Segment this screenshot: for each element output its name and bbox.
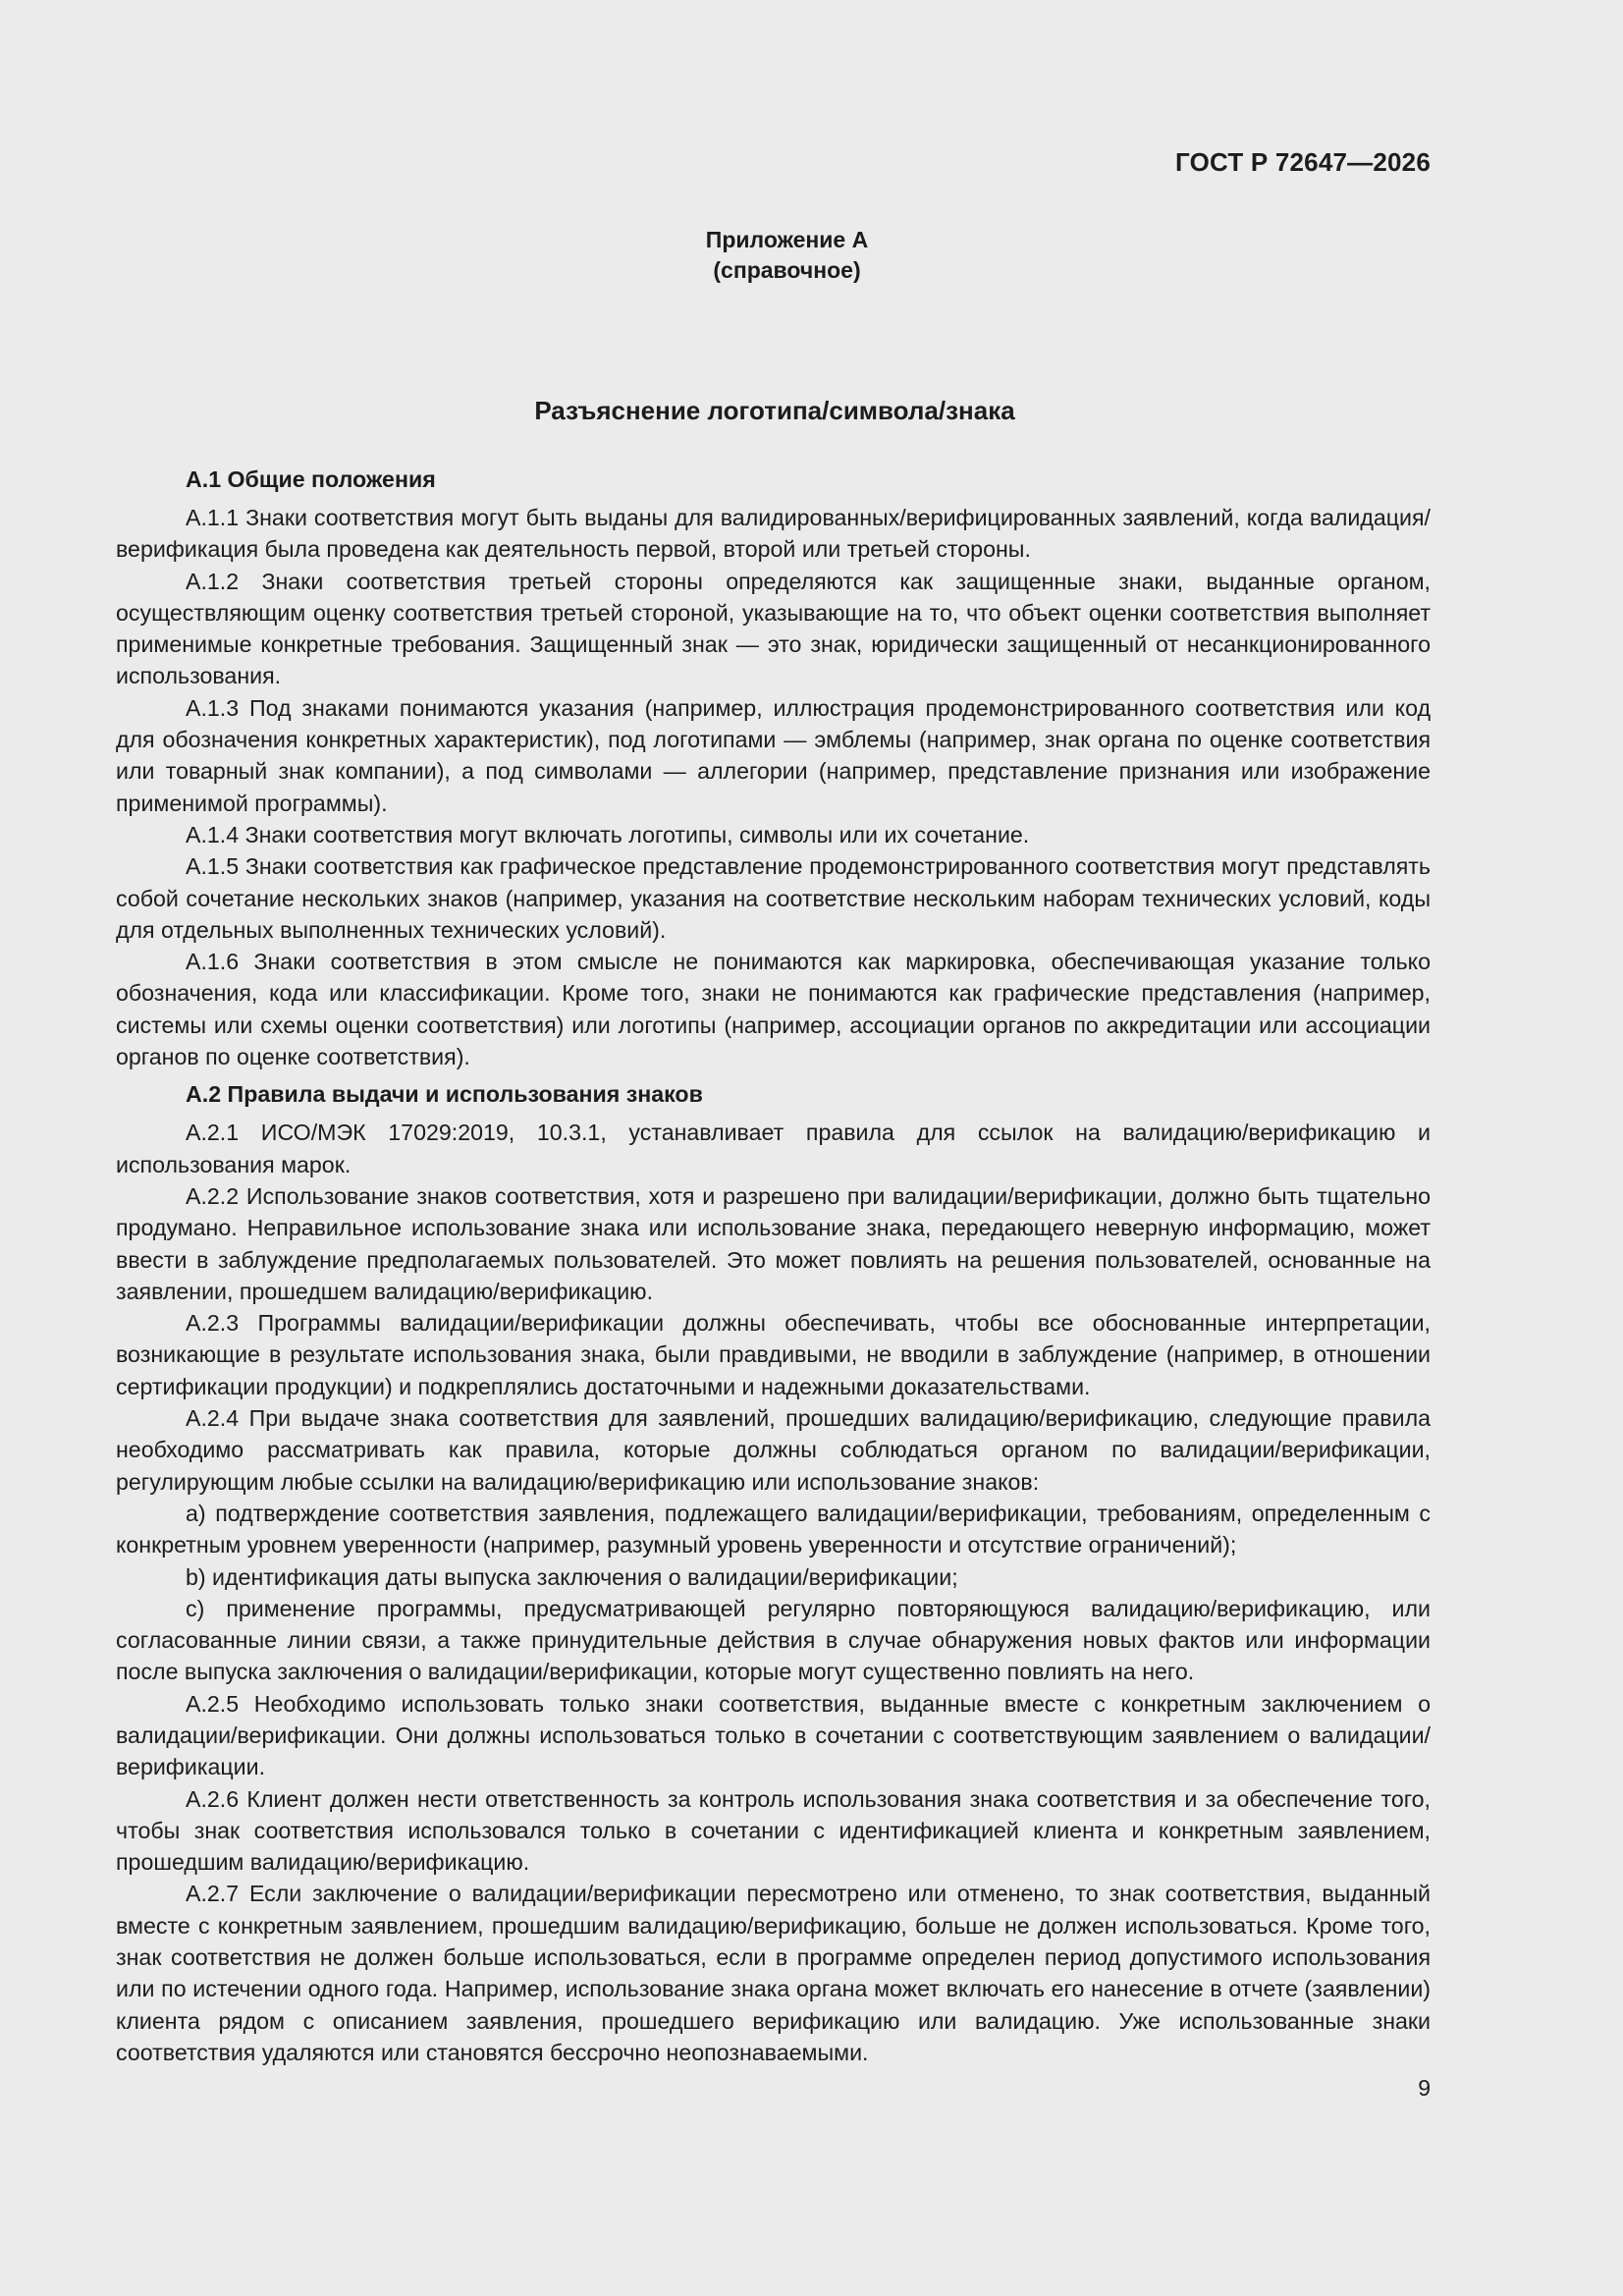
- list-item-b: b) идентификация даты выпуска заключения о валидации/верификации;: [186, 1563, 958, 1590]
- paragraph-a1-5: А.1.5 Знаки соответствия как графическое представление продемонстрированного соответствия могут представлять собой сочетание нескольких знаков (например, указания на соответствие нескольким наборам технических условий, коды для отдельных выполненных технических условий).: [116, 853, 1431, 943]
- list-item-c: c) применение программы, предусматривающей регулярно повторяющуюся валидацию/верификацию, или согласованные линии связи, а также принудительные действия в случае обнаружения новых фактов или информации после выпуска заключения о валидации/верификации, которые могут существенно повлиять на него.: [116, 1595, 1431, 1685]
- paragraph-a2-4: А.2.4 При выдаче знака соответствия для заявлений, прошедших валидацию/верификацию, следующие правила необходимо рассматривать как правила, которые должны соблюдаться органом по валидации/верификации, регулирующим любые ссылки на валидацию/верификацию или использование знаков:: [116, 1405, 1431, 1495]
- section-heading-a2: А.2 Правила выдачи и использования знаков: [186, 1081, 703, 1108]
- paragraph-a2-2: А.2.2 Использование знаков соответствия, хотя и разрешено при валидации/верификации, должно быть тщательно продумано. Неправильное использование знака или использование знака, передающего неверную информацию, может ввести в заблуждение предполагаемых пользователей. Это может повлиять на решения пользователей, основанные на заявлении, прошедшем валидацию/верификацию.: [116, 1182, 1431, 1304]
- paragraph-a1-1: А.1.1 Знаки соответствия могут быть выданы для валидированных/верифицированных заявлений, когда валидация/верификация была проведена как деятельность первой, второй или третьей стороны.: [116, 505, 1431, 563]
- paragraph-a1-2: А.1.2 Знаки соответствия третьей стороны определяются как защищенные знаки, выданные органом, осуществляющим оценку соответствия третьей стороной, указывающие на то, что объект оценки соответствия выполняет применимые конкретные требования. Защищенный знак — это знак, юридически защищенный от несанкционированного использования.: [116, 568, 1431, 689]
- paragraph-a1-6: А.1.6 Знаки соответствия в этом смысле не понимаются как маркировка, обеспечивающая указание только обозначения, кода или классификации. Кроме того, знаки не понимаются как графические представления (например, системы или схемы оценки соответствия) или логотипы (например, ассоциации органов по аккредитации или ассоциации органов по оценке соответствия).: [116, 949, 1431, 1070]
- paragraph-a1-3: А.1.3 Под знаками понимаются указания (например, иллюстрация продемонстрированного соответствия или код для обозначения конкретных характеристик), под логотипами — эмблемы (например, знак органа по оценке соответствия или товарный знак компании), а под символами — аллегории (например, представление признания или изображение применимой программы).: [116, 694, 1431, 816]
- paragraph-a2-5: А.2.5 Необходимо использовать только знаки соответствия, выданные вместе с конкретным заключением о валидации/верификации. Они должны использоваться только в сочетании с соответствующим заявлением о валидации/верификации.: [116, 1690, 1431, 1780]
- appendix-type: (справочное): [713, 257, 861, 283]
- paragraph-a2-7: А.2.7 Если заключение о валидации/верификации пересмотрено или отменено, то знак соответствия, выданный вместе с конкретным заявлением, прошедшим валидацию/верификацию, больше не должен использоваться. Кроме того, знак соответствия не должен больше использоваться, если в программе определен период допустимого использования или по истечении одного года. Например, использование знака органа может включать его нанесение в отчете (заявлении) клиента рядом с описанием заявления, прошедшего верификацию или валидацию. Уже использованные знаки соответствия удаляются или становятся бессрочно неопознаваемыми.: [116, 1881, 1431, 2065]
- section-heading-a1: А.1 Общие положения: [186, 466, 436, 492]
- paragraph-a1-4: А.1.4 Знаки соответствия могут включать логотипы, символы или их сочетание.: [186, 821, 1030, 847]
- page-number: 9: [1418, 2075, 1431, 2101]
- main-title: Разъяснение логотипа/символа/знака: [534, 396, 1015, 425]
- paragraph-a2-3: А.2.3 Программы валидации/верификации должны обеспечивать, чтобы все обоснованные интерпретации, возникающие в результате использования знака, были правдивыми, не вводили в заблуждение (например, в отношении сертификации продукции) и подкреплялись достаточными и надежными доказательствами.: [116, 1310, 1431, 1399]
- list-item-a: а) подтверждение соответствия заявления, подлежащего валидации/верификации, требованиям, определенным с конкретным уровнем уверенности (например, разумный уровень уверенности и отсутствие ограничений);: [116, 1500, 1431, 1558]
- document-body: [116, 464, 1431, 2068]
- appendix-title: Приложение А: [705, 227, 869, 252]
- paragraph-a2-1: А.2.1 ИСО/МЭК 17029:2019, 10.3.1, устанавливает правила для ссылок на валидацию/верификацию и использования марок.: [116, 1120, 1431, 1177]
- document-code: ГОСТ Р 72647—2026: [1175, 147, 1431, 177]
- paragraph-a2-6: А.2.6 Клиент должен нести ответственность за контроль использования знака соответствия и за обеспечение того, чтобы знак соответствия использовался только в сочетании с идентификацией клиента и конкретным заявлением, прошедшим валидацию/верификацию.: [116, 1785, 1431, 1876]
